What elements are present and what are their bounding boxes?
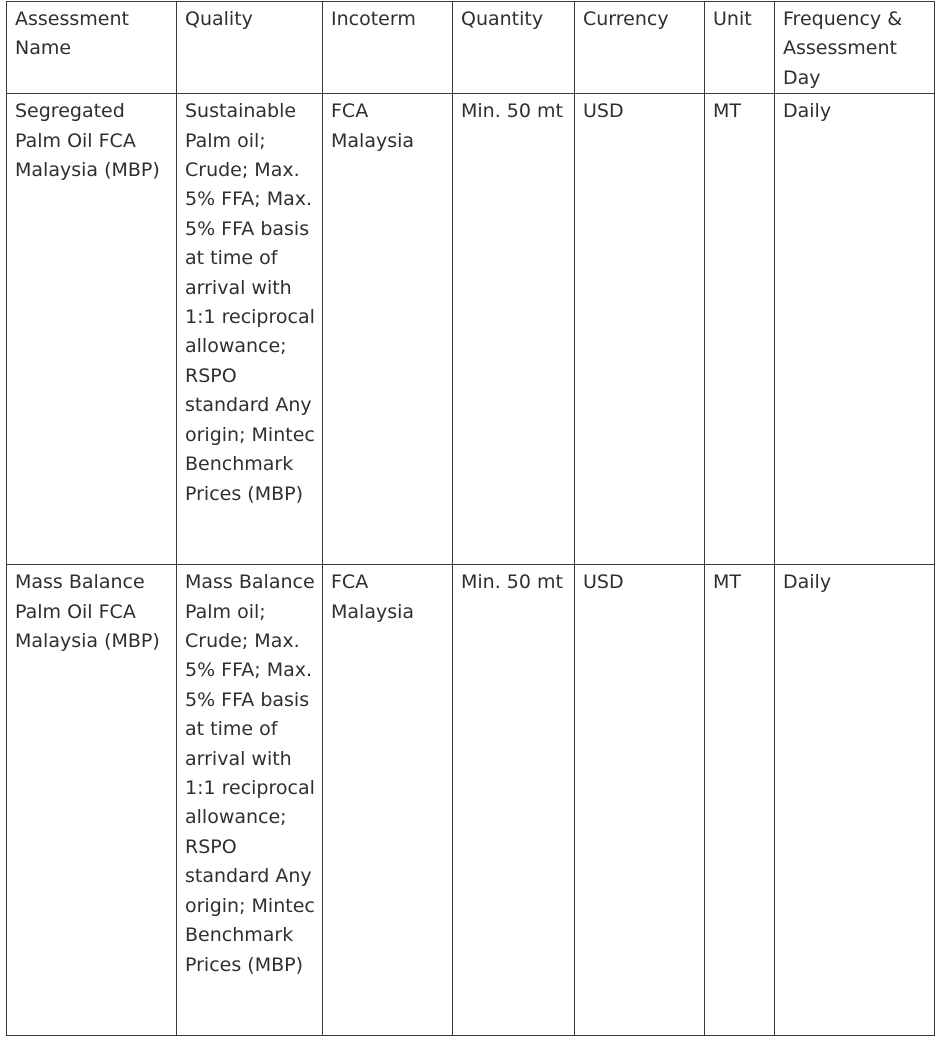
cell-quantity: Min. 50 mt: [453, 94, 575, 565]
cell-assessment-name: Mass Balance Palm Oil FCA Malaysia (MBP): [7, 565, 177, 1036]
header-assessment-name: Assessment Name: [7, 2, 177, 94]
header-currency: Currency: [575, 2, 705, 94]
cell-incoterm: FCA Malaysia: [323, 94, 453, 565]
cell-quality: Sustainable Palm oil; Crude; Max. 5% FFA; Max. 5% FFA basis at time of arrival with 1:1 reciprocal allowance; RSPO standard Any origin; Mintec Benchmark Prices (MBP): [177, 94, 323, 565]
cell-unit: MT: [705, 94, 775, 565]
cell-quality: Mass Balance Palm oil; Crude; Max. 5% FFA; Max. 5% FFA basis at time of arrival with 1:1 reciprocal allowance; RSPO standard Any origin; Mintec Benchmark Prices (MBP): [177, 565, 323, 1036]
cell-unit: MT: [705, 565, 775, 1036]
table-row: [7, 565, 935, 1036]
header-quantity: Quantity: [453, 2, 575, 94]
header-frequency: Frequency & Assessment Day: [775, 2, 935, 94]
assessment-spec-table: [6, 1, 935, 1036]
cell-incoterm: FCA Malaysia: [323, 565, 453, 1036]
table-row: [7, 94, 935, 565]
table-header-row: [7, 2, 935, 94]
header-unit: Unit: [705, 2, 775, 94]
cell-quantity: Min. 50 mt: [453, 565, 575, 1036]
cell-assessment-name: Segregated Palm Oil FCA Malaysia (MBP): [7, 94, 177, 565]
cell-frequency: Daily: [775, 94, 935, 565]
cell-currency: USD: [575, 565, 705, 1036]
header-incoterm: Incoterm: [323, 2, 453, 94]
cell-frequency: Daily: [775, 565, 935, 1036]
header-quality: Quality: [177, 2, 323, 94]
cell-currency: USD: [575, 94, 705, 565]
